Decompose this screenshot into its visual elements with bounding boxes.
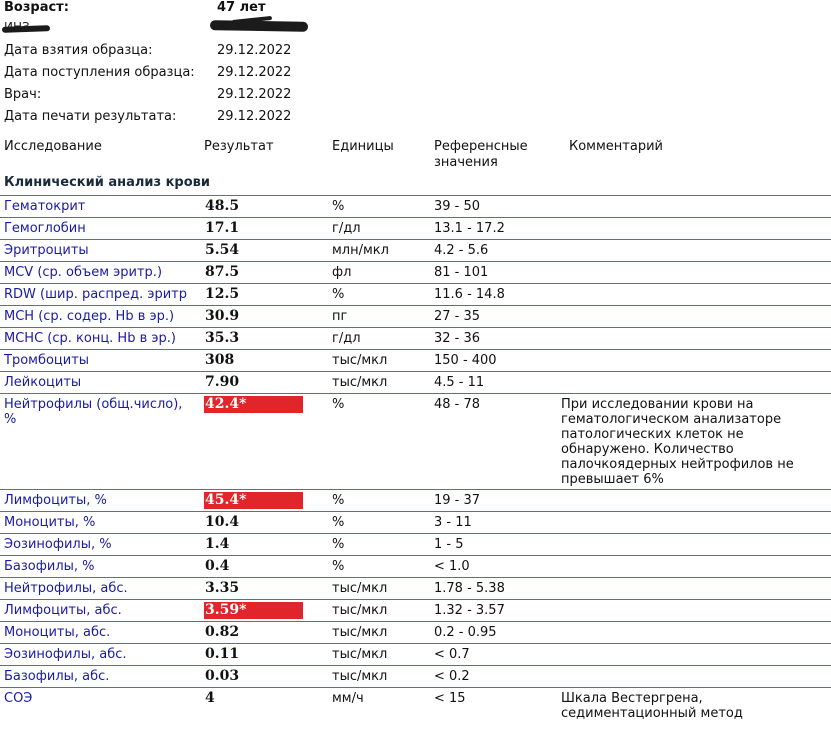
reference-range: 150 - 400: [434, 353, 497, 368]
test-name[interactable]: Лимфоциты, абс.: [4, 603, 122, 618]
result-value: 0.4: [205, 558, 230, 574]
test-name[interactable]: Базофилы, абс.: [4, 669, 110, 684]
table-row: [0, 393, 831, 489]
info-label: Врач:: [4, 87, 42, 102]
column-header-reference-line2: значения: [434, 155, 498, 170]
test-name[interactable]: RDW (шир. распред. эритр: [4, 287, 187, 302]
reference-range: 13.1 - 17.2: [434, 221, 505, 236]
units: тыс/мкл: [332, 625, 388, 640]
test-name[interactable]: MCHC (ср. конц. Hb в эр.): [4, 331, 176, 346]
info-label: Дата взятия образца:: [4, 43, 153, 58]
table-row: [0, 327, 831, 349]
result-value: 0.11: [205, 646, 240, 662]
age-label: Возраст:: [4, 0, 69, 15]
test-name[interactable]: СОЭ: [4, 691, 33, 706]
result-value: 12.5: [205, 286, 240, 302]
units: г/дл: [332, 221, 361, 236]
units: тыс/мкл: [332, 603, 388, 618]
test-name[interactable]: Лейкоциты: [4, 375, 82, 390]
column-header-reference-line1: Референсные: [434, 139, 528, 154]
info-row-arrival-date: [0, 65, 831, 87]
info-row-doctor: [0, 87, 831, 109]
test-name[interactable]: Тромбоциты: [4, 353, 90, 368]
table-row: [0, 283, 831, 305]
reference-range: 27 - 35: [434, 309, 481, 324]
table-row: [0, 599, 831, 621]
reference-range: 48 - 78: [434, 397, 481, 412]
table-row: [0, 489, 831, 511]
column-header-result: Результат: [204, 139, 274, 154]
table-row: [0, 217, 831, 239]
reference-range: 1.32 - 3.57: [434, 603, 505, 618]
info-value: 29.12.2022: [217, 65, 292, 80]
units: г/дл: [332, 331, 361, 346]
result-value: 48.5: [205, 198, 240, 214]
result-value: 17.1: [205, 220, 240, 236]
result-value: 35.3: [205, 330, 240, 346]
units: %: [332, 397, 345, 412]
test-name[interactable]: Эозинофилы, %: [4, 537, 112, 552]
table-row: [0, 577, 831, 599]
units: %: [332, 287, 345, 302]
result-value: 0.82: [205, 624, 240, 640]
reference-range: 4.5 - 11: [434, 375, 485, 390]
result-value: 3.35: [205, 580, 240, 596]
test-name[interactable]: Эритроциты: [4, 243, 89, 258]
test-name[interactable]: Моноциты, %: [4, 515, 96, 530]
units: тыс/мкл: [332, 375, 388, 390]
test-name[interactable]: Гематокрит: [4, 199, 86, 214]
column-header-test: Исследование: [4, 139, 102, 154]
table-row: [0, 349, 831, 371]
reference-range: < 15: [434, 691, 466, 706]
info-row-print-date: [0, 109, 831, 131]
table-row: [0, 239, 831, 261]
reference-range: < 1.0: [434, 559, 470, 574]
reference-range: 0.2 - 0.95: [434, 625, 497, 640]
reference-range: 1.78 - 5.38: [434, 581, 505, 596]
info-value: 29.12.2022: [217, 43, 292, 58]
table-row: [0, 533, 831, 555]
reference-range: 4.2 - 5.6: [434, 243, 489, 258]
test-name[interactable]: Нейтрофилы (общ.число), %: [4, 397, 183, 427]
table-row: [0, 261, 831, 283]
result-value-abnormal: 42.4*: [204, 396, 303, 413]
table-row: [0, 555, 831, 577]
result-value: 7.90: [205, 374, 240, 390]
redaction-scribble: [2, 25, 50, 33]
reference-range: 81 - 101: [434, 265, 489, 280]
result-value: 308: [205, 352, 235, 368]
test-name[interactable]: Базофилы, %: [4, 559, 95, 574]
table-row: [0, 195, 831, 217]
test-name[interactable]: Моноциты, абс.: [4, 625, 111, 640]
table-row: [0, 371, 831, 393]
units: мм/ч: [332, 691, 364, 706]
reference-range: 39 - 50: [434, 199, 481, 214]
result-value-abnormal: 3.59*: [204, 602, 303, 619]
table-row: [0, 621, 831, 643]
column-header-comment: Комментарий: [569, 139, 663, 154]
test-name[interactable]: Эозинофилы, абс.: [4, 647, 127, 662]
result-value: 1.4: [205, 536, 230, 552]
comment: Шкала Вестергрена, седиментационный метод: [561, 691, 743, 721]
table-row: [0, 687, 831, 721]
table-row: [0, 643, 831, 665]
result-value: 30.9: [205, 308, 240, 324]
reference-range: 11.6 - 14.8: [434, 287, 505, 302]
units: %: [332, 559, 345, 574]
units: %: [332, 515, 345, 530]
info-value: 29.12.2022: [217, 109, 292, 124]
info-label: Дата поступления образца:: [4, 65, 195, 80]
table-row: [0, 511, 831, 533]
units: %: [332, 537, 345, 552]
units: тыс/мкл: [332, 669, 388, 684]
info-value: 29.12.2022: [217, 87, 292, 102]
result-value: 87.5: [205, 264, 240, 280]
test-name[interactable]: MCH (ср. содер. Hb в эр.): [4, 309, 175, 324]
reference-range: 3 - 11: [434, 515, 472, 530]
result-value-abnormal: 45.4*: [204, 492, 303, 509]
units: %: [332, 199, 345, 214]
results-table: [0, 195, 831, 721]
result-value: 10.4: [205, 514, 240, 530]
table-row: [0, 305, 831, 327]
test-name[interactable]: MCV (ср. объем эритр.): [4, 265, 163, 280]
test-name[interactable]: Гемоглобин: [4, 221, 86, 236]
reference-range: 19 - 37: [434, 493, 481, 508]
reference-range: < 0.7: [434, 647, 470, 662]
units: %: [332, 493, 345, 508]
units: тыс/мкл: [332, 647, 388, 662]
units: млн/мкл: [332, 243, 389, 258]
units: тыс/мкл: [332, 353, 388, 368]
result-value: 5.54: [205, 242, 240, 258]
table-row: [0, 665, 831, 687]
column-header-reference: [434, 139, 528, 171]
section-title: Клинический анализ крови: [4, 175, 210, 190]
units: пг: [332, 309, 348, 324]
age-value: 47 лет: [217, 0, 266, 15]
column-header-units: Единицы: [332, 139, 394, 154]
reference-range: 32 - 36: [434, 331, 481, 346]
result-value: 4: [205, 690, 215, 706]
reference-range: 1 - 5: [434, 537, 464, 552]
result-value: 0.03: [205, 668, 240, 684]
redaction-scribble: [210, 20, 308, 32]
reference-range: < 0.2: [434, 669, 470, 684]
comment: При исследовании крови на гематологическом анализаторе патологических клеток не обнаружено. Количество палочкоядерных нейтрофилов не превышает 6%: [561, 397, 794, 487]
test-name[interactable]: Нейтрофилы, абс.: [4, 581, 128, 596]
units: тыс/мкл: [332, 581, 388, 596]
units: фл: [332, 265, 352, 280]
info-label: Дата печати результата:: [4, 109, 177, 124]
info-row-sample-date: [0, 43, 831, 65]
test-name[interactable]: Лимфоциты, %: [4, 493, 107, 508]
